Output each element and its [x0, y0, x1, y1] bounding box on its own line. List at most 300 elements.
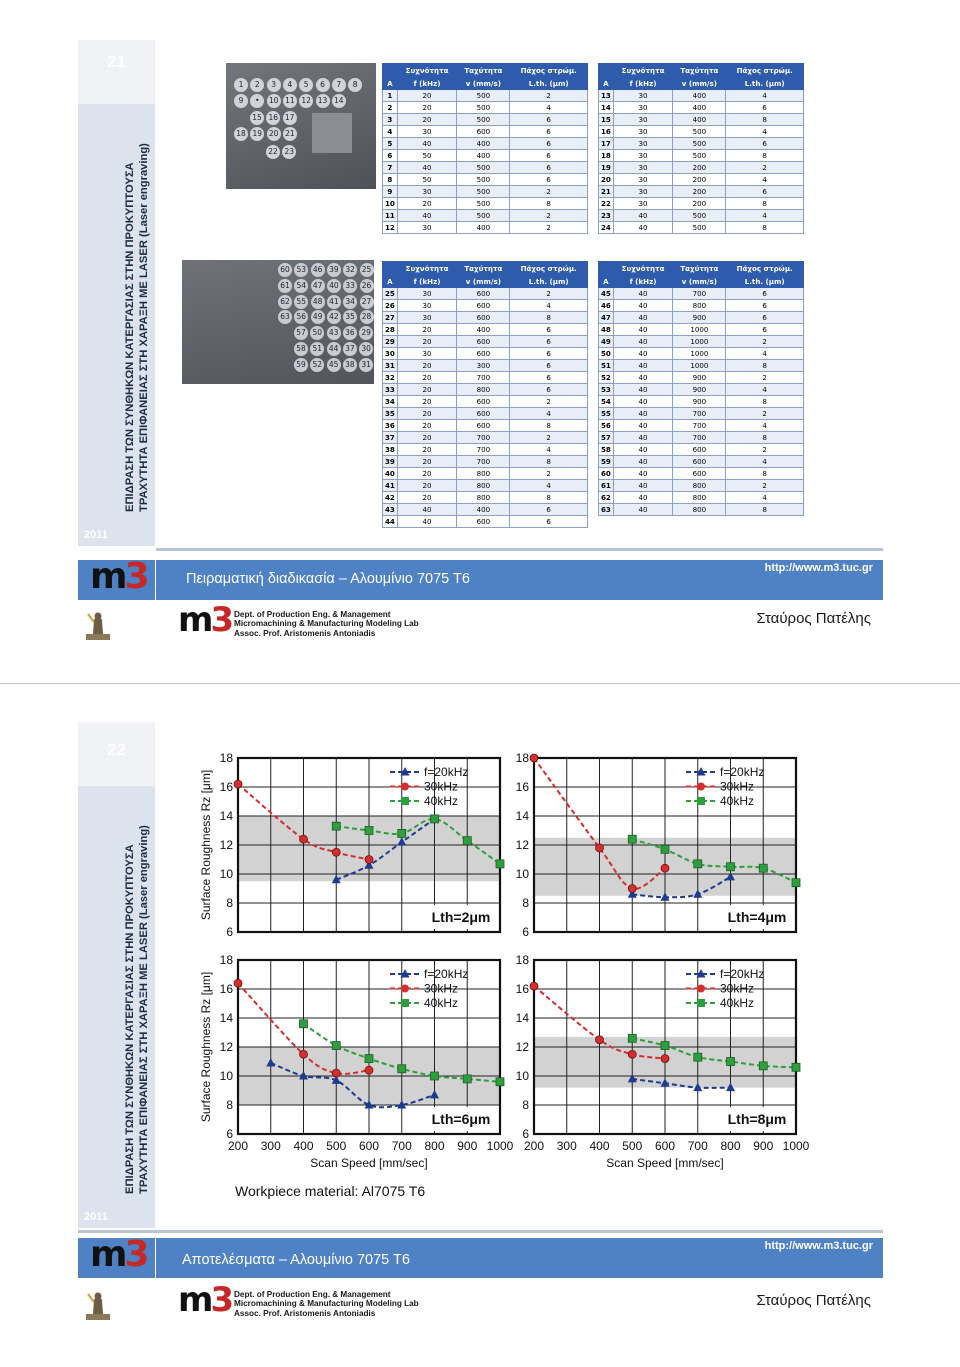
y-tick-label: 16	[515, 982, 529, 996]
sample-spot: 59	[294, 358, 308, 372]
table-cell: 8	[726, 468, 804, 480]
sample-spot: 20	[267, 127, 281, 141]
sidebar-title-line1: ΕΠΙΔΡΑΣΗ ΤΩΝ ΣΥΝΘΗΚΩΝ ΚΑΤΕΡΓΑΣΙΑΣ ΣΤΗΝ ΠΡΟΚΥΠΤΟΥΣΑ	[124, 844, 136, 1194]
y-tick-label: 10	[515, 867, 529, 881]
table-cell: 4	[726, 420, 804, 432]
table-cell: Ταχύτητα	[457, 64, 510, 77]
table-cell: 800	[457, 492, 510, 504]
table-cell: 700	[457, 456, 510, 468]
sample-spot: 12	[299, 94, 313, 108]
sample-spot: •	[250, 94, 264, 108]
table-cell: L.th. (μm)	[510, 275, 588, 288]
table-cell: 22	[599, 198, 614, 210]
data-point-square	[694, 1053, 702, 1061]
data-point-square	[628, 835, 636, 843]
table-header-row	[599, 275, 804, 288]
x-tick-label: 200	[227, 1139, 249, 1153]
table-cell: 6	[726, 312, 804, 324]
table-row	[383, 150, 588, 162]
table-cell: 1000	[673, 336, 726, 348]
table-row	[599, 372, 804, 384]
table-cell: Συχνότητα	[613, 64, 673, 77]
table-cell: 800	[673, 480, 726, 492]
table-cell: v (mm/s)	[457, 275, 510, 288]
table-cell: 600	[457, 336, 510, 348]
table-cell: 600	[673, 456, 726, 468]
lth-annotation	[424, 1107, 498, 1131]
table-cell: 40	[613, 432, 673, 444]
table-cell: Ταχύτητα	[673, 64, 726, 77]
x-tick-label: 400	[589, 1139, 610, 1153]
table-cell: 4	[726, 456, 804, 468]
y-tick-label: 6	[226, 1127, 233, 1141]
legend-label: 30kHz	[720, 981, 755, 996]
data-point-square	[661, 1042, 669, 1050]
legend-label: f=20kHz	[720, 967, 765, 981]
sample-spot: 13	[316, 94, 330, 108]
table-cell: 30	[613, 162, 673, 174]
table-cell: 6	[726, 324, 804, 336]
table-cell: 400	[457, 504, 510, 516]
table-cell: 2	[510, 90, 588, 102]
params-table-2	[598, 63, 804, 234]
table-cell: 4	[510, 408, 588, 420]
table-row	[383, 102, 588, 114]
legend-label: 30kHz	[424, 779, 459, 794]
table-row	[599, 408, 804, 420]
table-cell: 600	[457, 396, 510, 408]
table-cell: 400	[457, 324, 510, 336]
table-row	[599, 504, 804, 516]
legend-label: f=20kHz	[424, 967, 469, 981]
legend-label: 40kHz	[720, 794, 755, 808]
table-cell: 16	[599, 126, 614, 138]
data-point-circle	[234, 780, 242, 788]
y-tick-label: 10	[219, 867, 233, 881]
table-cell: 30	[397, 288, 457, 300]
table-row	[383, 198, 588, 210]
slide-sidebar	[78, 722, 155, 1228]
table-cell: 8	[726, 198, 804, 210]
table-cell: v (mm/s)	[673, 77, 726, 90]
table-cell: 200	[673, 162, 726, 174]
table-cell: Πάχος στρώμ.	[510, 262, 588, 275]
data-point-square	[759, 1062, 767, 1070]
table-row	[383, 126, 588, 138]
table-row	[383, 432, 588, 444]
data-point-circle	[596, 1036, 604, 1044]
sample-spot: 26	[360, 279, 374, 293]
table-row	[599, 114, 804, 126]
workpiece-label: Workpiece material: Al7075 T6	[235, 1183, 426, 1199]
table-cell: 200	[673, 186, 726, 198]
table-cell: 20	[397, 396, 457, 408]
sample-spot: 9	[234, 94, 248, 108]
table-row	[599, 432, 804, 444]
table-row	[599, 186, 804, 198]
x-tick-label: 1000	[486, 1139, 514, 1153]
logo-box	[78, 1234, 155, 1278]
sidebar-title-line1: ΕΠΙΔΡΑΣΗ ΤΩΝ ΣΥΝΘΗΚΩΝ ΚΑΤΕΡΓΑΣΙΑΣ ΣΤΗΝ ΠΡΟΚΥΠΤΟΥΣΑ	[124, 162, 136, 512]
table-row	[383, 114, 588, 126]
table-cell: 30	[613, 114, 673, 126]
sample-spot: 2	[250, 78, 264, 92]
table-cell: 400	[457, 150, 510, 162]
table-cell: 20	[397, 372, 457, 384]
table-cell: 600	[457, 516, 510, 528]
table-cell: 40	[613, 480, 673, 492]
table-cell: 2	[726, 372, 804, 384]
table-cell: 4	[726, 492, 804, 504]
author-name: Σταύρος Πατέλης	[756, 610, 871, 627]
table-cell: 46	[599, 300, 614, 312]
table-cell: 400	[457, 138, 510, 150]
data-point-square	[694, 860, 702, 868]
table-cell: 800	[673, 492, 726, 504]
legend-label: 40kHz	[424, 996, 459, 1010]
table-cell: 51	[599, 360, 614, 372]
table-cell: 36	[383, 420, 398, 432]
table-cell: 26	[383, 300, 398, 312]
table-cell: 27	[383, 312, 398, 324]
table-cell	[383, 262, 398, 275]
y-tick-label: 12	[219, 838, 233, 852]
x-tick-label: 800	[720, 1139, 741, 1153]
table-cell: 500	[673, 138, 726, 150]
table-row	[599, 150, 804, 162]
table-row	[383, 138, 588, 150]
table-row	[599, 324, 804, 336]
table-row	[383, 90, 588, 102]
table-cell: A	[383, 77, 398, 90]
table-cell: 4	[726, 126, 804, 138]
table-cell: 6	[510, 336, 588, 348]
table-header-row	[383, 77, 588, 90]
table-cell: 600	[673, 444, 726, 456]
table-cell: 63	[599, 504, 614, 516]
sample-spot: 11	[283, 94, 297, 108]
table-cell: 4	[383, 126, 398, 138]
sample-spot: 60	[278, 263, 292, 277]
legend-label: 40kHz	[720, 996, 755, 1010]
table-cell: 600	[457, 300, 510, 312]
table-cell	[383, 64, 398, 77]
legend-marker	[401, 985, 409, 993]
data-point-square	[300, 1020, 308, 1028]
data-point-square	[792, 1063, 800, 1071]
table-cell: 40	[613, 372, 673, 384]
sample-spot: 14	[332, 94, 346, 108]
table-row	[599, 138, 804, 150]
table-cell: 53	[599, 384, 614, 396]
table-cell: 800	[673, 504, 726, 516]
table-header-row	[383, 64, 588, 77]
y-tick-label: 14	[515, 1011, 529, 1025]
y-tick-label: 6	[522, 925, 529, 939]
table-cell: 13	[599, 90, 614, 102]
site-link[interactable]: http://www.m3.tuc.gr	[764, 1240, 873, 1252]
table-row	[599, 210, 804, 222]
sample-spot: 34	[343, 295, 357, 309]
table-cell: 800	[457, 468, 510, 480]
x-tick-label: 600	[358, 1139, 380, 1153]
sample-spot: 63	[278, 310, 292, 324]
table-cell: 17	[599, 138, 614, 150]
table-cell: 4	[726, 90, 804, 102]
table-row	[383, 210, 588, 222]
table-cell: f (kHz)	[613, 275, 673, 288]
table-header-row	[383, 262, 588, 275]
sample-spot: 36	[343, 326, 357, 340]
table-row	[383, 480, 588, 492]
slide-number: 22	[107, 740, 126, 759]
table-cell: 58	[599, 444, 614, 456]
table-cell: 600	[457, 288, 510, 300]
sample-spot: 1	[234, 78, 248, 92]
table-cell: 52	[599, 372, 614, 384]
annotation-text: Lth=8μm	[727, 1111, 787, 1127]
table-cell: 12	[383, 222, 398, 234]
slide-title: Πειραματική διαδικασία – Αλουμίνιο 7075 Τ6	[186, 571, 470, 587]
table-cell: 1000	[673, 360, 726, 372]
table-row	[599, 360, 804, 372]
y-tick-label: 16	[515, 780, 529, 794]
table-row	[599, 222, 804, 234]
table-cell: 10	[383, 198, 398, 210]
lth-annotation	[720, 905, 794, 929]
table-cell: 500	[457, 198, 510, 210]
table-cell: 4	[726, 348, 804, 360]
table-cell: 40	[397, 162, 457, 174]
table-cell: 20	[397, 90, 457, 102]
table-cell: 40	[397, 504, 457, 516]
data-point-square	[431, 815, 439, 823]
x-tick-label: 500	[326, 1139, 347, 1153]
table-cell: 40	[613, 420, 673, 432]
sample-spot: 43	[327, 326, 341, 340]
x-tick-label: 600	[654, 1139, 676, 1153]
table-cell: 2	[726, 480, 804, 492]
table-cell: 4	[510, 300, 588, 312]
slide-year: 2011	[84, 1211, 108, 1223]
lth-annotation	[424, 905, 498, 929]
table-cell: 40	[383, 468, 398, 480]
table-cell: 500	[457, 162, 510, 174]
table-cell: 900	[673, 372, 726, 384]
y-tick-label: 8	[522, 1098, 529, 1112]
table-row	[599, 162, 804, 174]
table-cell: 2	[726, 336, 804, 348]
sample-spot: 37	[343, 342, 357, 356]
table-cell: 8	[510, 492, 588, 504]
table-row	[599, 198, 804, 210]
table-cell: 61	[599, 480, 614, 492]
table-cell: 20	[397, 102, 457, 114]
title-stripe	[156, 548, 883, 551]
table-cell: 40	[613, 384, 673, 396]
table-cell: 8	[510, 198, 588, 210]
legend-marker	[401, 999, 409, 1007]
table-cell: 8	[726, 360, 804, 372]
table-cell: Ταχύτητα	[673, 262, 726, 275]
table-cell: 2	[510, 396, 588, 408]
data-point-square	[463, 1075, 471, 1083]
m3-footer-logo: m3	[178, 1280, 232, 1320]
table-cell: 6	[510, 516, 588, 528]
table-cell: 20	[397, 360, 457, 372]
table-cell: 35	[383, 408, 398, 420]
table-cell: f (kHz)	[397, 275, 457, 288]
table-cell: 44	[383, 516, 398, 528]
table-cell: 8	[510, 420, 588, 432]
table-row	[599, 102, 804, 114]
table-cell: 600	[457, 348, 510, 360]
table-cell: 30	[613, 186, 673, 198]
table-row	[599, 336, 804, 348]
table-cell: 48	[599, 324, 614, 336]
annotation-text: Lth=6μm	[431, 1111, 491, 1127]
sample-spot: 30	[359, 342, 373, 356]
table-cell: 37	[383, 432, 398, 444]
y-tick-label: 6	[226, 925, 233, 939]
legend-label: f=20kHz	[424, 765, 469, 779]
data-point-circle	[628, 1050, 636, 1058]
y-tick-label: 10	[515, 1069, 529, 1083]
y-tick-label: 18	[515, 953, 529, 967]
table-cell: 40	[613, 408, 673, 420]
table-cell: 2	[510, 186, 588, 198]
table-cell: 21	[599, 186, 614, 198]
table-cell: 30	[613, 198, 673, 210]
table-cell: 50	[397, 174, 457, 186]
table-cell: 8	[510, 456, 588, 468]
data-point-circle	[530, 754, 538, 762]
sample-spot: 23	[282, 145, 296, 159]
table-cell: 20	[397, 492, 457, 504]
y-axis-label: Surface Roughness Rz [μm]	[199, 769, 213, 921]
data-point-square	[398, 829, 406, 837]
table-cell: 6	[510, 114, 588, 126]
table-cell: 500	[457, 186, 510, 198]
table-cell: 500	[457, 102, 510, 114]
dept-line1: Dept. of Production Eng. & Management	[234, 610, 391, 619]
table-cell: 40	[613, 456, 673, 468]
table-cell: 600	[457, 312, 510, 324]
y-tick-label: 12	[219, 1040, 233, 1054]
table-cell: 20	[397, 468, 457, 480]
legend-marker	[697, 783, 705, 791]
table-cell: 500	[457, 114, 510, 126]
table-cell: Πάχος στρώμ.	[726, 64, 804, 77]
table-row	[383, 186, 588, 198]
sample-spot: 29	[359, 326, 373, 340]
table-cell: 40	[397, 138, 457, 150]
logo-box	[78, 556, 155, 600]
sample-spot: 15	[250, 111, 264, 125]
table-header-row	[599, 262, 804, 275]
data-point-circle	[300, 1050, 308, 1058]
sample-spot: 44	[327, 342, 341, 356]
table-row	[599, 300, 804, 312]
table-cell: 20	[397, 324, 457, 336]
data-point-square	[496, 860, 504, 868]
data-point-circle	[234, 979, 242, 987]
table-cell: 900	[673, 312, 726, 324]
table-cell: 42	[383, 492, 398, 504]
x-tick-label: 500	[622, 1139, 643, 1153]
table-cell: 38	[383, 444, 398, 456]
table-cell: A	[599, 275, 614, 288]
table-cell: 1	[383, 90, 398, 102]
table-cell: 8	[510, 312, 588, 324]
table-cell: 50	[397, 150, 457, 162]
sidebar-title-line2: ΤΡΑΧΥΤΗΤΑ ΕΠΙΦΑΝΕΙΑΣ ΣΤΗ ΧΑΡΑΞΗ ΜΕ LASER (Laser engraving)	[138, 825, 150, 1194]
y-tick-label: 16	[219, 982, 233, 996]
table-cell: 45	[599, 288, 614, 300]
table-header-row	[383, 275, 588, 288]
table-row	[599, 456, 804, 468]
table-row	[383, 468, 588, 480]
x-tick-label: 900	[753, 1139, 774, 1153]
x-tick-label: 300	[260, 1139, 281, 1153]
table-row	[383, 516, 588, 528]
table-cell	[599, 64, 614, 77]
data-point-square	[365, 827, 373, 835]
sample-spot: 41	[327, 295, 341, 309]
table-cell: 200	[673, 174, 726, 186]
slide-footer	[78, 1282, 883, 1327]
table-cell: 700	[457, 372, 510, 384]
author-name: Σταύρος Πατέλης	[756, 1292, 871, 1309]
slide-title: Αποτελέσματα – Αλουμίνιο 7075 Τ6	[182, 1252, 410, 1268]
table-row	[599, 348, 804, 360]
table-cell: 40	[613, 444, 673, 456]
sample-spot: 45	[327, 358, 341, 372]
table-cell: 200	[673, 198, 726, 210]
table-cell: 40	[397, 210, 457, 222]
table-cell: 11	[383, 210, 398, 222]
dept-info	[234, 610, 419, 638]
table-cell: 40	[613, 492, 673, 504]
sample-spot: 7	[332, 78, 346, 92]
table-cell: 500	[673, 126, 726, 138]
sample-spot: 31	[359, 358, 373, 372]
table-cell: 20	[599, 174, 614, 186]
y-tick-label: 18	[515, 751, 529, 765]
table-cell: 30	[397, 186, 457, 198]
table-header-row	[599, 64, 804, 77]
lth-annotation	[720, 1107, 794, 1131]
legend-marker	[401, 797, 409, 805]
sample-spot: 33	[343, 279, 357, 293]
legend-label: 40kHz	[424, 794, 459, 808]
table-row	[383, 384, 588, 396]
page-separator	[0, 683, 960, 684]
site-link[interactable]: http://www.m3.tuc.gr	[764, 562, 873, 574]
table-cell: 2	[383, 102, 398, 114]
table-cell: 30	[613, 174, 673, 186]
table-cell: 600	[673, 468, 726, 480]
table-cell: 2	[726, 162, 804, 174]
legend-marker	[401, 783, 409, 791]
data-point-square	[661, 845, 669, 853]
table-cell: L.th. (μm)	[726, 275, 804, 288]
data-point-square	[792, 879, 800, 887]
dept-line1: Dept. of Production Eng. & Management	[234, 1290, 391, 1299]
table-cell: v (mm/s)	[457, 77, 510, 90]
table-cell: 700	[673, 432, 726, 444]
table-cell: 8	[726, 150, 804, 162]
